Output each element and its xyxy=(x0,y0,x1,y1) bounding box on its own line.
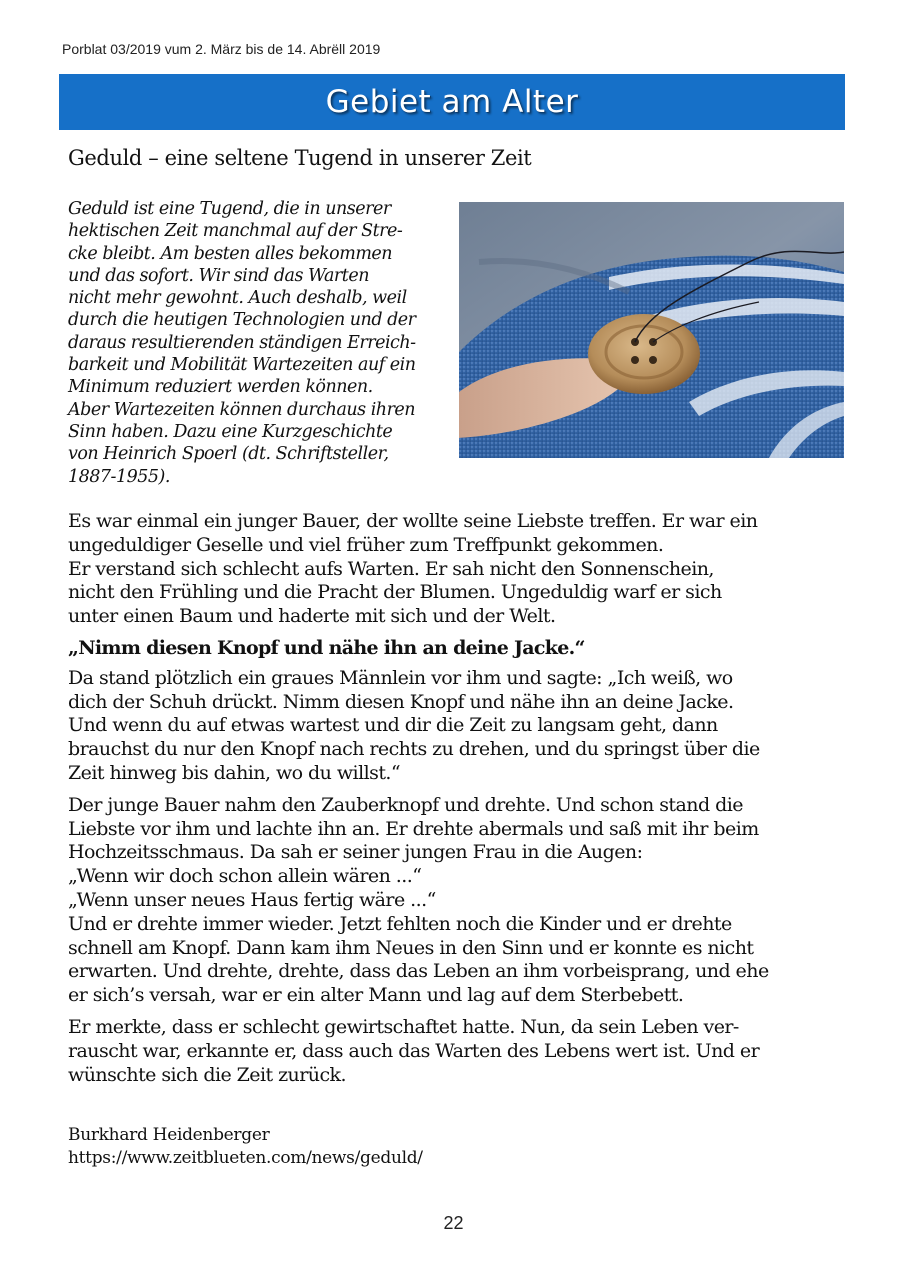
intro-line: barkeit und Mobilität Wartezeiten auf ein xyxy=(68,355,416,376)
author-name: Burkhard Heidenberger xyxy=(68,1125,270,1145)
text-line: ungeduldiger Geselle und viel früher zum Treffpunkt gekommen. xyxy=(68,533,664,556)
section-banner xyxy=(59,74,845,130)
intro-line: Geduld ist eine Tugend, die in unserer xyxy=(68,199,391,219)
text-line: erwarten. Und drehte, drehte, dass das Leben an ihm vorbeisprang, und ehe xyxy=(68,960,769,983)
text-line: er sich’s versah, war er ein alter Mann und lag auf dem Sterbebett. xyxy=(68,984,684,1007)
intro-line: durch die heutigen Technologien und der xyxy=(68,310,416,331)
text-line: schnell am Knopf. Dann kam ihm Neues in den Sinn und er konnte es nicht xyxy=(68,936,754,959)
intro-line: daraus resultierenden ständigen Erreich- xyxy=(68,332,416,353)
intro-line: von Heinrich Spoerl (dt. Schriftsteller, xyxy=(68,444,389,465)
text-line: Es war einmal ein junger Bauer, der wollte seine Liebste treffen. Er war ein xyxy=(68,510,758,532)
text-line: Und er drehte immer wieder. Jetzt fehlten noch die Kinder und er drehte xyxy=(68,912,732,935)
article-intro xyxy=(68,198,458,488)
text-line: Er merkte, dass er schlecht gewirtschaftet hatte. Nun, da sein Leben ver- xyxy=(68,1015,739,1038)
text-line: unter einen Baum und haderte mit sich und der Welt. xyxy=(68,605,556,628)
article-title: Geduld – eine seltene Tugend in unserer Zeit xyxy=(68,146,532,170)
source-link[interactable]: https://www.zeitblueten.com/news/geduld/ xyxy=(68,1148,423,1168)
bold-quote: „Nimm diesen Knopf und nähe ihn an deine Jacke.“ xyxy=(68,636,585,659)
button-photo-icon xyxy=(459,202,844,458)
story-text xyxy=(68,510,848,1095)
text-line: rauscht war, erkannte er, dass auch das Warten des Lebens wert ist. Und er xyxy=(68,1039,760,1062)
text-line: wünschte sich die Zeit zurück. xyxy=(68,1063,347,1086)
text-line: „Wenn unser neues Haus fertig wäre ...“ xyxy=(68,888,436,911)
text-line: Liebste vor ihm und lachte ihn an. Er drehte abermals und saß mit ihr beim xyxy=(68,817,759,840)
intro-line: und das sofort. Wir sind das Warten xyxy=(68,265,369,286)
story-paragraph xyxy=(68,510,848,629)
story-paragraph xyxy=(68,667,848,786)
text-line: Er verstand sich schlecht aufs Warten. Er sah nicht den Sonnenschein, xyxy=(68,557,714,580)
button-photo xyxy=(459,202,844,458)
text-line: Da stand plötzlich ein graues Männlein vor ihm und sagte: „Ich weiß, wo xyxy=(68,666,733,689)
section-title: Gebiet am Alter xyxy=(325,84,579,120)
text-line: dich der Schuh drückt. Nimm diesen Knopf und nähe ihn an deine Jacke. xyxy=(68,690,734,713)
text-line: nicht den Frühling und die Pracht der Blumen. Ungeduldig warf er sich xyxy=(68,581,722,604)
text-line: Zeit hinweg bis dahin, wo du willst.“ xyxy=(68,761,401,784)
story-paragraph xyxy=(68,1016,848,1087)
text-line: „Wenn wir doch schon allein wären ...“ xyxy=(68,865,422,888)
text-line: Der junge Bauer nahm den Zauberknopf und drehte. Und schon stand die xyxy=(68,793,743,816)
intro-line: cke bleibt. Am besten alles bekommen xyxy=(68,243,393,264)
text-line: brauchst du nur den Knopf nach rechts zu drehen, und du springst über die xyxy=(68,738,760,761)
intro-line: Sinn haben. Dazu eine Kurzgeschichte xyxy=(68,421,393,442)
story-paragraph xyxy=(68,794,848,1008)
intro-line: hektischen Zeit manchmal auf der Stre- xyxy=(68,221,403,242)
article-credits xyxy=(68,1124,423,1170)
issue-header: Porblat 03/2019 vum 2. März bis de 14. Abrëll 2019 xyxy=(62,41,381,57)
text-line: Hochzeitsschmaus. Da sah er seiner jungen Frau in die Augen: xyxy=(68,841,643,864)
page-number: 22 xyxy=(443,1213,464,1233)
intro-line: 1887-1955). xyxy=(68,466,170,487)
text-line: Und wenn du auf etwas wartest und dir die Zeit zu langsam geht, dann xyxy=(68,714,718,737)
intro-line: nicht mehr gewohnt. Auch deshalb, weil xyxy=(68,288,407,309)
intro-line: Minimum reduziert werden können. xyxy=(68,377,373,398)
intro-line: Aber Wartezeiten können durchaus ihren xyxy=(68,399,416,420)
